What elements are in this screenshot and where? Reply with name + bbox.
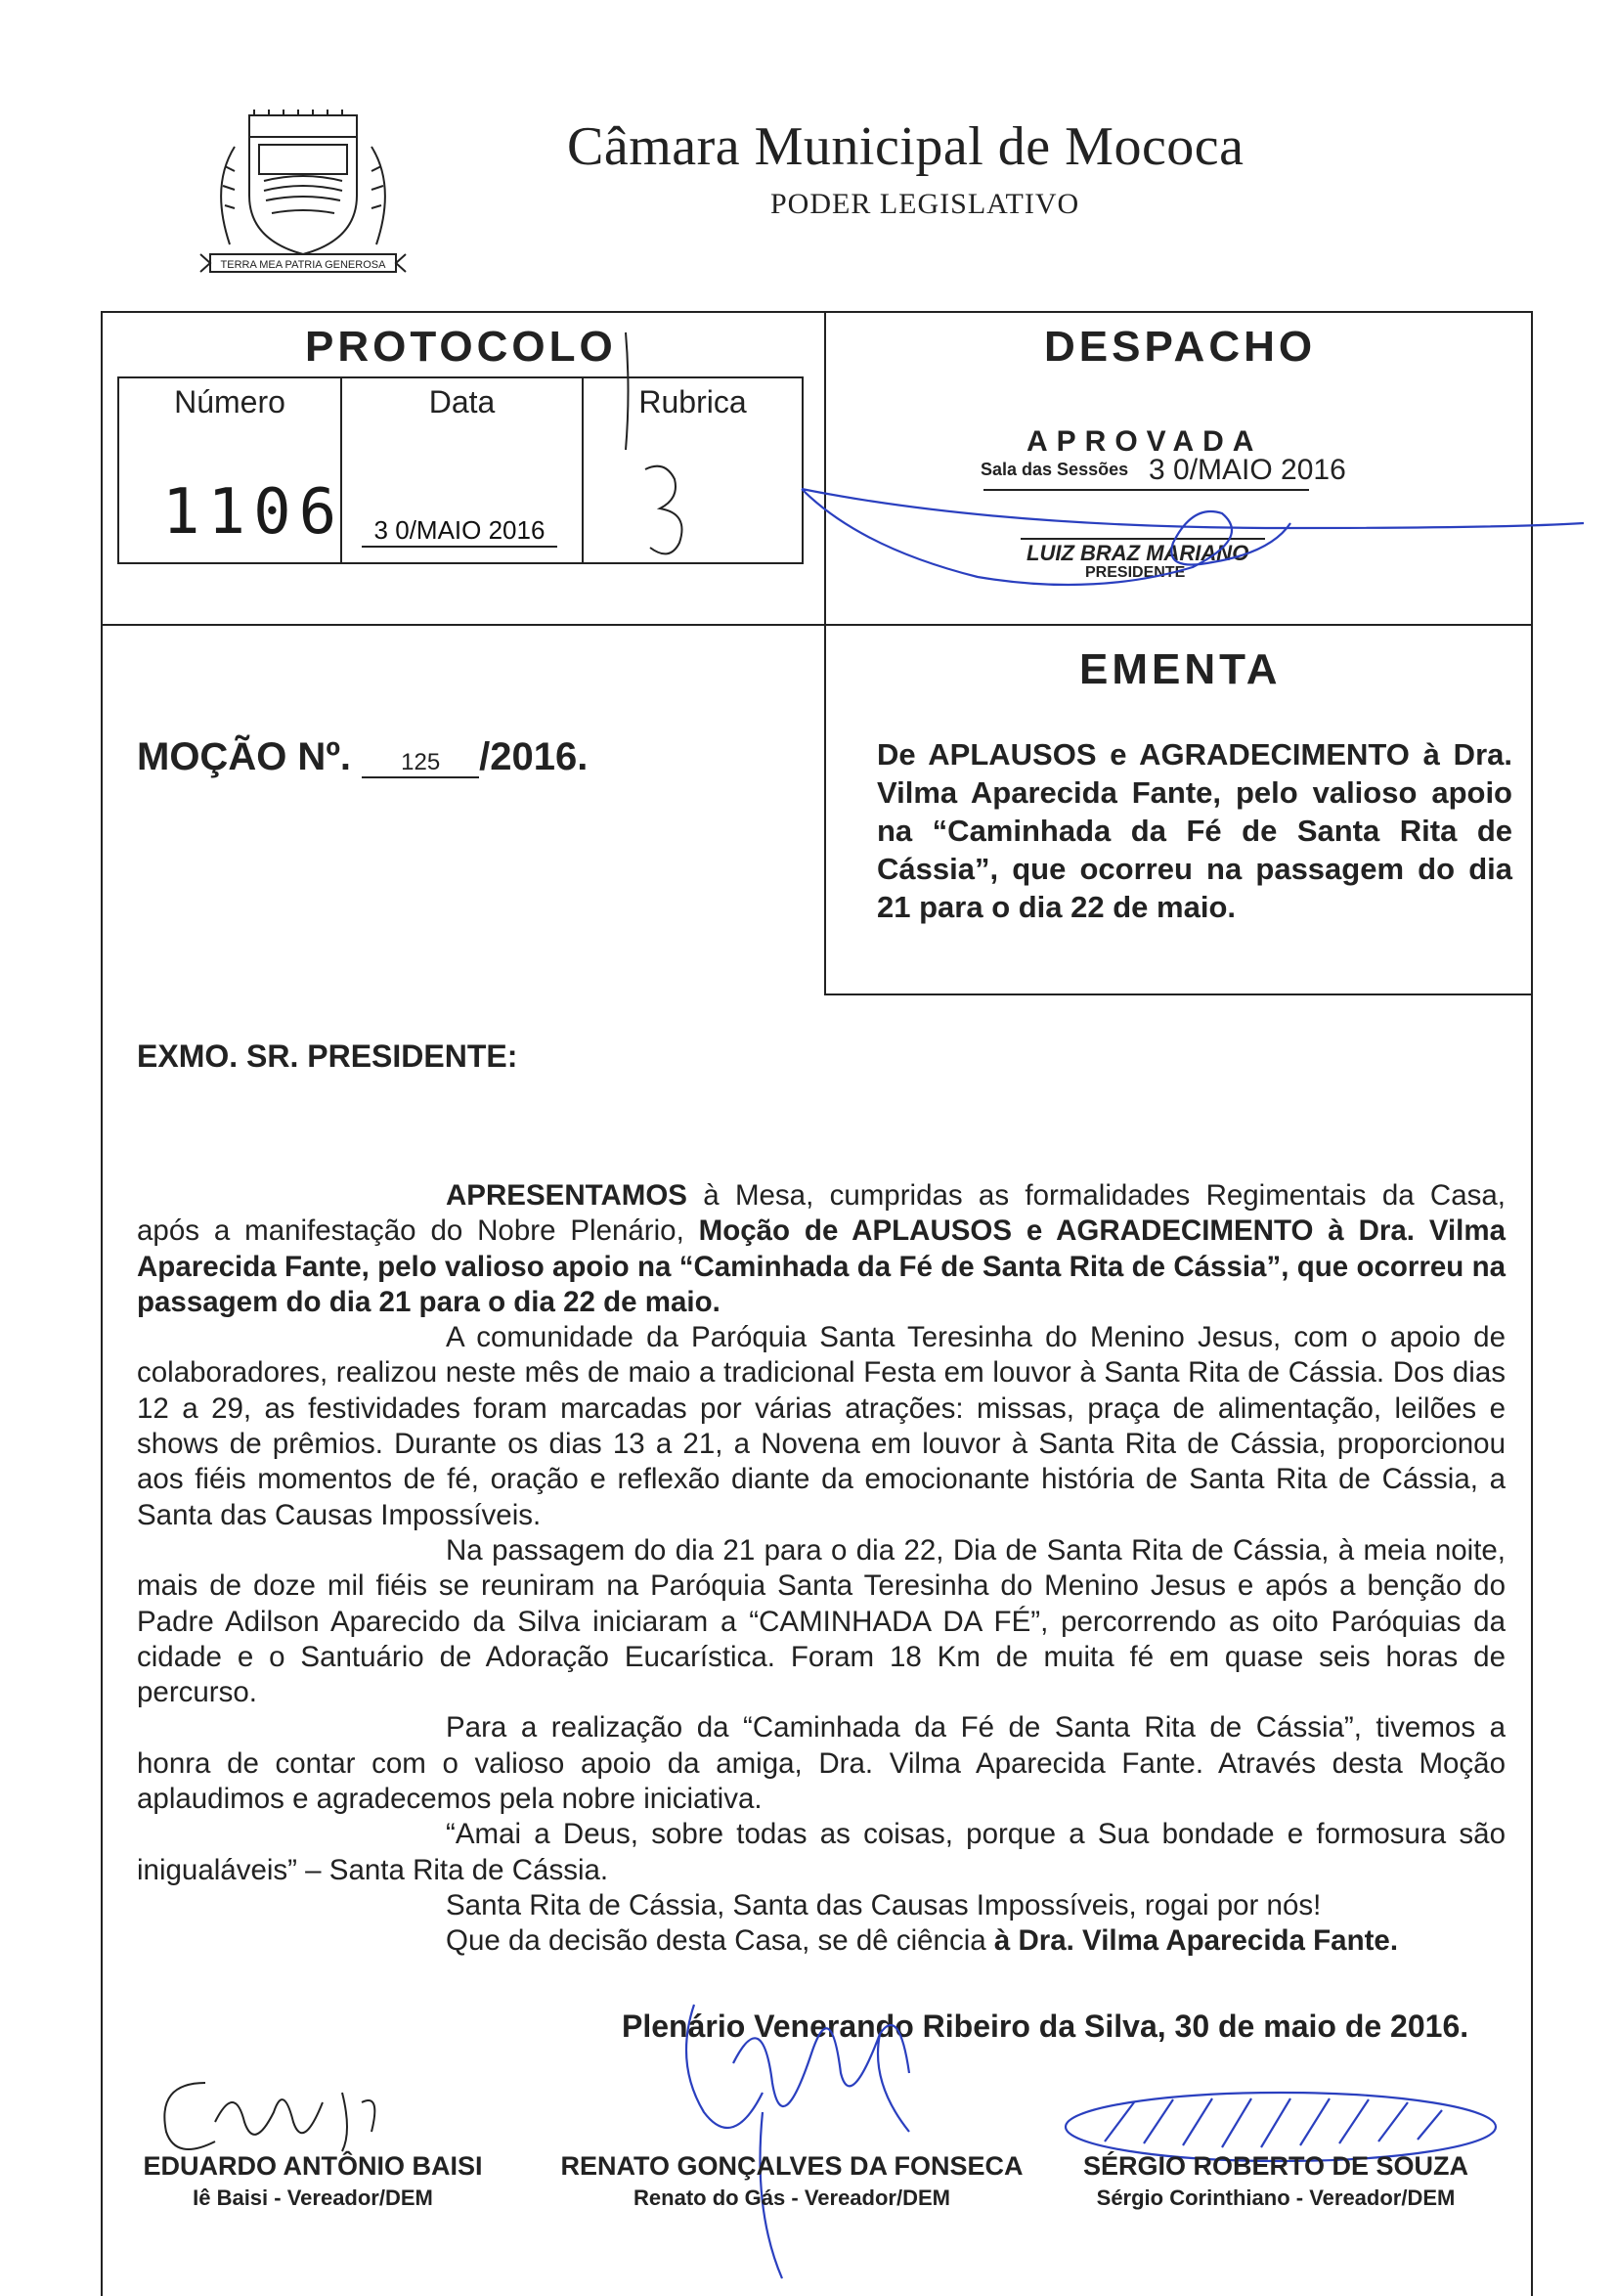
body-p1-bold: Moção de APLAUSOS e AGRADECIMENTO à Dra. Vilma Aparecida Fante, pelo valioso apoio na “Caminhada da Fé de Santa Rita de Cássia”, que ocorreu na passagem do dia 21 para o dia 22 de maio. [137, 1214, 1506, 1318]
protocol-number-handwritten: 1106 [162, 476, 345, 549]
ementa-title: EMENTA [1079, 645, 1282, 693]
body-paragraph-4: Para a realização da “Caminhada da Fé de Santa Rita de Cássia”, tivemos a honra de contar com o valioso apoio da amiga, Dra. Vilma Aparecida Fante. Através desta Moção aplaudimos e agradecemos pela nobre iniciativa. [137, 1711, 1506, 1816]
municipal-crest-logo [196, 108, 411, 284]
body-p7-text: Que da decisão desta Casa, se dê ciência [446, 1924, 994, 1958]
body-paragraph-2: A comunidade da Paróquia Santa Teresinha do Menino Jesus, com o apoio de colaboradores, realizou neste mês de maio a tradicional Festa em louvor à Santa Rita de Cássia. Dos dias 12 a 29, as festividades foram marcadas por várias atrações: missas, praça de alimentação, leilões e shows de prêmios. Durante os dias 13 a 21, a Novena em louvor à Santa Rita de Cássia, proporcionou aos fiéis momentos de fé, oração e reflexão diante da emocionante história de Santa Rita de Cássia, a Santa das Causas Impossíveis. [137, 1321, 1506, 1531]
body-paragraph-3: Na passagem do dia 21 para o dia 22, Dia de Santa Rita de Cássia, à meia noite, mais de doze mil fiéis se reuniram na Paróquia Santa Teresinha do Menino Jesus e após a benção do Padre Adilson Aparecido da Silva iniciaram a “CAMINHADA DA FÉ”, percorrendo as oito Paróquias da cidade e o Santuário de Adoração Eucarística. Foram 18 Km de muita fé em quase seis horas de percurso. [137, 1533, 1506, 1709]
despacho-title: DESPACHO [1044, 323, 1317, 371]
approval-stamp-date: 3 0/MAIO 2016 [1149, 454, 1346, 486]
protocolo-col-numero [119, 378, 345, 562]
signature-block-1 [127, 2151, 499, 2211]
mocao-heading [137, 735, 588, 779]
president-signature [684, 469, 1584, 606]
institution-name: Câmara Municipal de Mococa [567, 116, 1245, 177]
col-rubrica-header: Rubrica [638, 384, 747, 419]
approval-stamp-sala: Sala das Sessões [981, 460, 1129, 479]
body-paragraph-1 [137, 1178, 1506, 1320]
signature-name: SÉRGIO ROBERTO DE SOUZA [1082, 2151, 1469, 2181]
body-paragraph-6: Santa Rita de Cássia, Santa das Causas Impossíveis, rogai por nós! [446, 1888, 1322, 1921]
president-role: PRESIDENTE [1085, 564, 1186, 581]
body-p1-lead: APRESENTAMOS [446, 1179, 687, 1212]
body-paragraph-7 [137, 1923, 1506, 1959]
col-data-header: Data [428, 384, 496, 419]
body-paragraph-5: “Amai a Deus, sobre todas as coisas, porque a Sua bondade e formosura são inigualáveis” – Santa Rita de Cássia. [137, 1818, 1506, 1886]
document-body [137, 1178, 1506, 1960]
signature-block-3 [1056, 2151, 1496, 2211]
protocol-date-stamp: 3 0/MAIO 2016 [362, 515, 557, 548]
body-p7-bold: à Dra. Vilma Aparecida Fante. [993, 1924, 1399, 1958]
signature-name: RENATO GONÇALVES DA FONSECA [560, 2151, 1024, 2181]
mocao-year: /2016. [479, 735, 589, 778]
mocao-label: MOÇÃO Nº. [137, 735, 352, 778]
signature-role: Sérgio Corinthiano - Vereador/DEM [1096, 2186, 1456, 2210]
salutation: EXMO. SR. PRESIDENTE: [137, 1038, 518, 1074]
ementa-bottom-border [824, 993, 1533, 995]
signature-role: Renato do Gás - Vereador/DEM [633, 2186, 950, 2210]
signature-scribble-fonseca [635, 1975, 968, 2288]
signature-role: Iê Baisi - Vereador/DEM [193, 2186, 433, 2210]
closing-line: Plenário Venerando Ribeiro da Silva, 30 de maio de 2016. [622, 2009, 1469, 2044]
col-numero-header: Número [174, 384, 285, 419]
president-name: LUIZ BRAZ MARIANO [1026, 541, 1249, 565]
body-p1-text: à Mesa, cumpridas as formalidades Regimentais da Casa, após a manifestação do Nobre Plenário, [137, 1179, 1506, 1248]
signature-block-2 [547, 2151, 1036, 2211]
approval-stamp-status: APROVADA [1026, 425, 1263, 458]
crest-motto: TERRA MEA PATRIA GENEROSA [220, 259, 386, 271]
mocao-number: 125 [362, 749, 479, 778]
institution-subtitle: PODER LEGISLATIVO [770, 188, 1080, 220]
protocolo-col-data [342, 378, 584, 562]
frame-divider-vertical [824, 311, 826, 995]
frame-divider-horizontal [101, 624, 1533, 626]
ementa-text: De APLAUSOS e AGRADECIMENTO à Dra. Vilma Aparecida Fante, pelo valioso apoio na “Caminhada da Fé de Santa Rita de Cássia”, que ocorreu na passagem do dia 21 para o dia 22 de maio. [877, 737, 1512, 924]
signature-name: EDUARDO ANTÔNIO BAISI [143, 2151, 483, 2181]
protocolo-title: PROTOCOLO [305, 323, 617, 371]
